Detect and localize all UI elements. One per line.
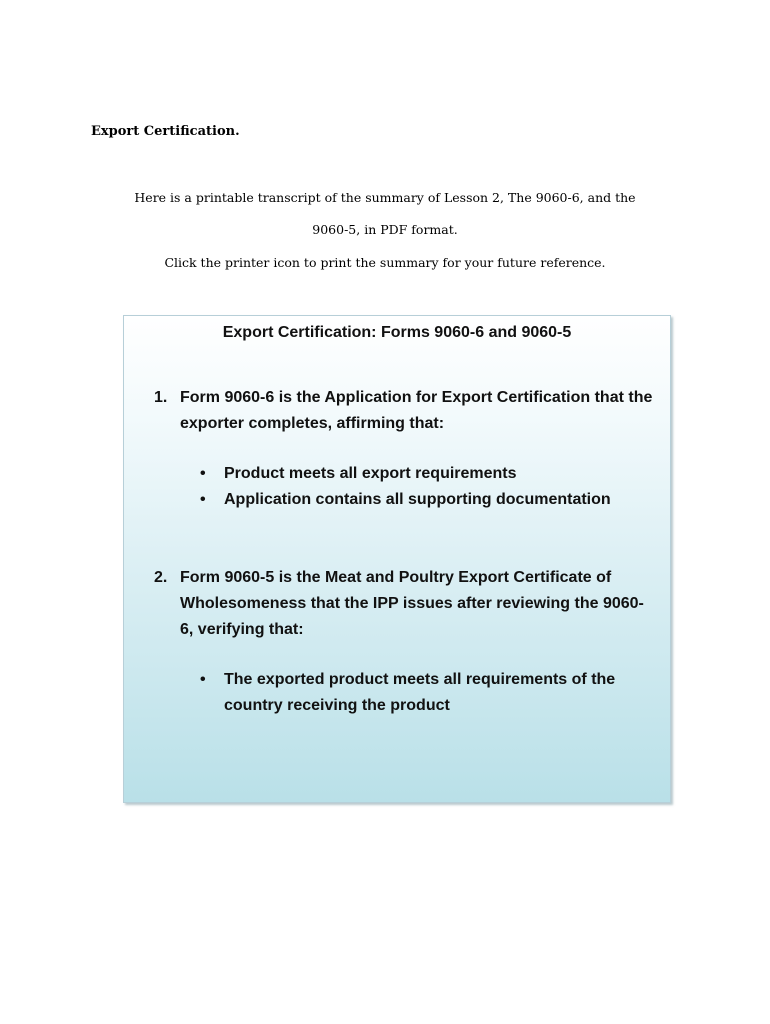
summary-item-1 bbox=[154, 385, 654, 437]
summary-title: Export Certification: Forms 9060-6 and 9060-5 bbox=[222, 324, 572, 341]
intro-line-2: 9060-5, in PDF format. bbox=[312, 222, 458, 237]
bullet-icon: • bbox=[200, 671, 206, 688]
bullet-text: Product meets all export requirements bbox=[224, 465, 517, 482]
item-number: 1. bbox=[154, 389, 168, 406]
bullet-icon: • bbox=[200, 491, 206, 508]
bullet-item bbox=[200, 461, 630, 487]
bullet-text: Application contains all supporting documentation bbox=[224, 491, 611, 508]
page-heading: Export Certification. bbox=[91, 124, 240, 139]
summary-item-2 bbox=[154, 565, 654, 643]
item-number: 2. bbox=[154, 569, 168, 586]
bullet-item bbox=[200, 487, 630, 513]
bullet-icon: • bbox=[200, 465, 206, 482]
summary-box bbox=[123, 315, 671, 803]
item-text: Form 9060-5 is the Meat and Poultry Export Certificate of Wholesomeness that the IPP issues after reviewing the 9060-6, verifying that: bbox=[180, 569, 644, 638]
bullet-text: The exported product meets all requirements of the country receiving the product bbox=[224, 671, 616, 714]
item-text: Form 9060-6 is the Application for Export Certification that the exporter completes, affirming that: bbox=[180, 389, 653, 432]
intro-line-1: Here is a printable transcript of the summary of Lesson 2, The 9060-6, and the bbox=[134, 190, 636, 205]
bullet-item bbox=[200, 667, 630, 719]
intro-line-3: Click the printer icon to print the summary for your future reference. bbox=[164, 255, 606, 270]
